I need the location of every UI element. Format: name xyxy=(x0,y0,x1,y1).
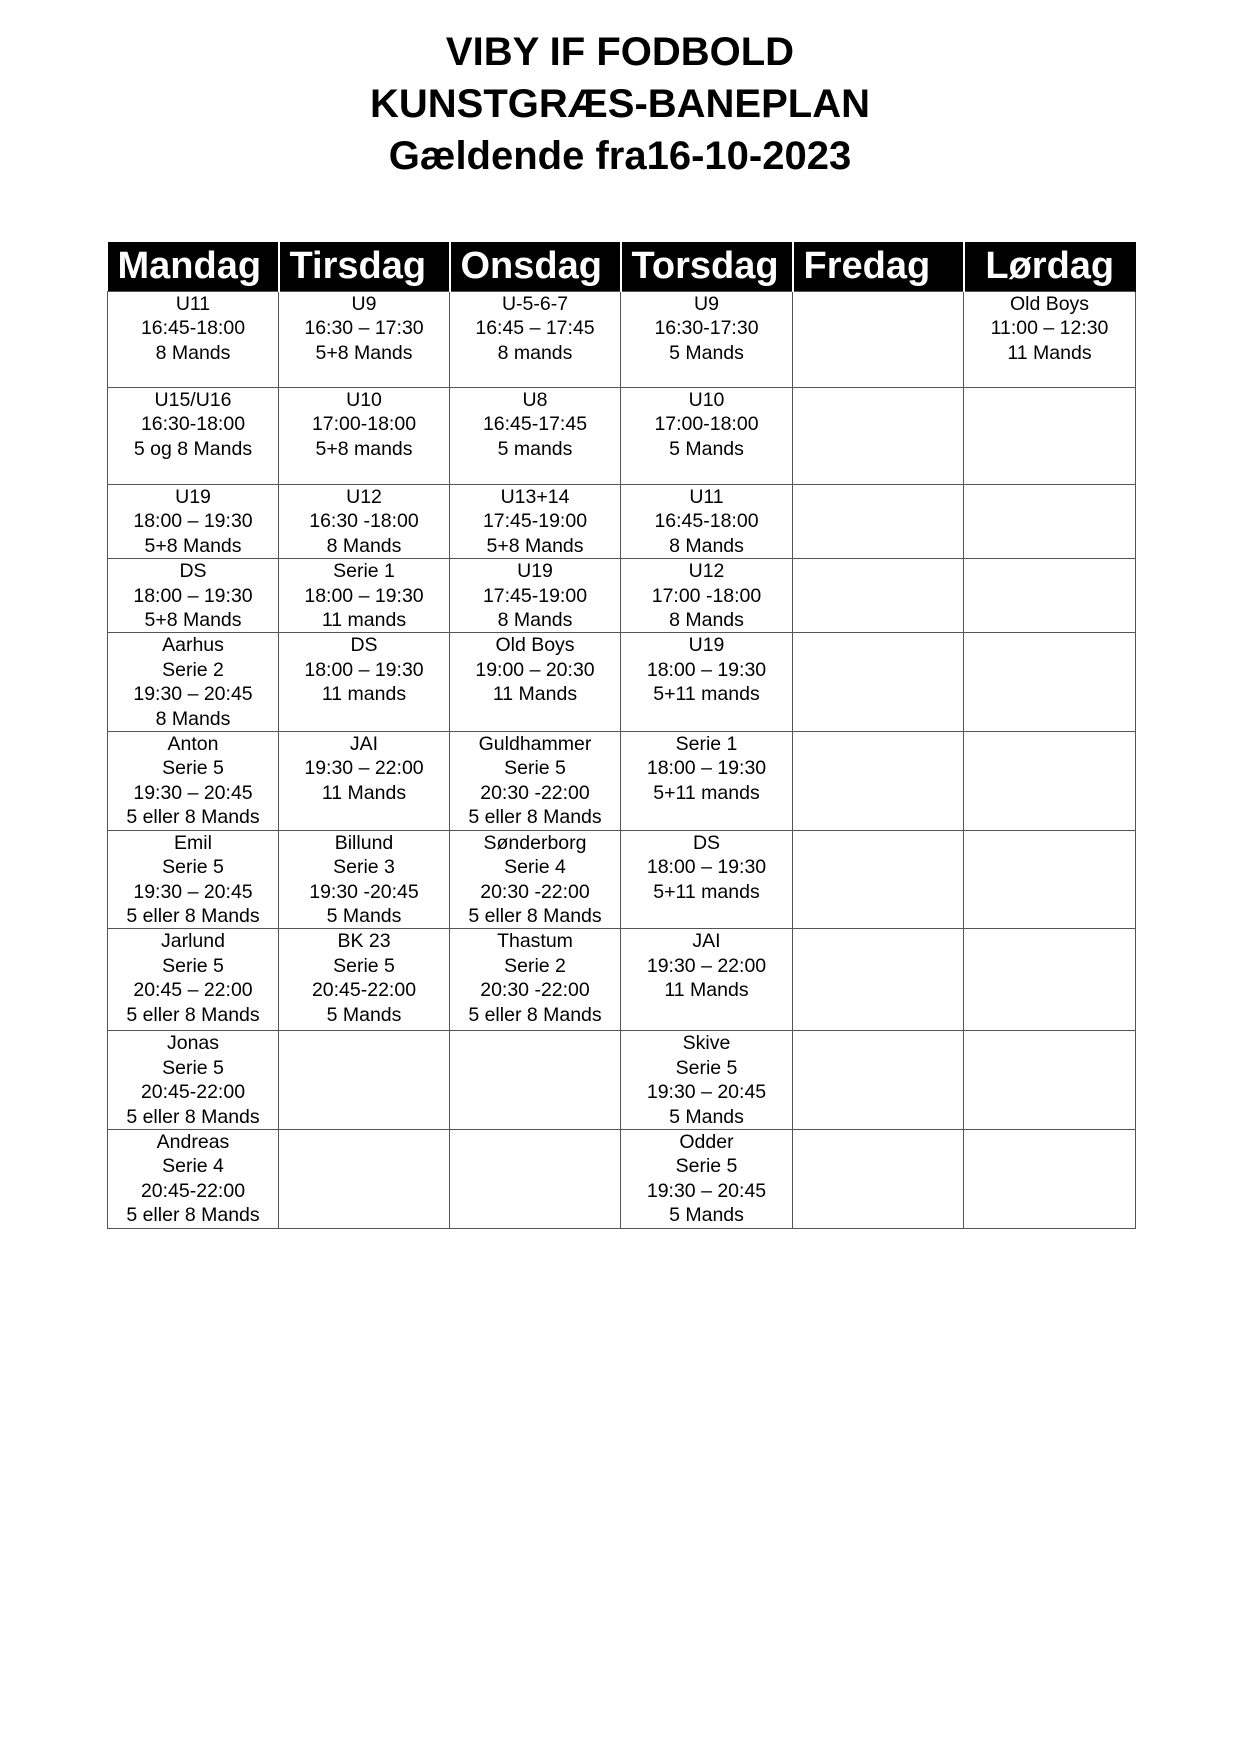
empty-slot xyxy=(793,732,964,831)
schedule-row xyxy=(108,1129,1136,1228)
schedule-slot xyxy=(450,732,621,831)
day-header-row xyxy=(108,242,1136,292)
day-header-fredag: Fredag xyxy=(793,242,964,292)
slot-text: 5+8 mands xyxy=(315,437,413,460)
slot-text: 17:45-19:00 xyxy=(482,510,588,533)
slot-text: 19:00 – 20:30 xyxy=(475,658,595,681)
schedule-body xyxy=(108,292,1136,1229)
slot-text: 18:00 – 19:30 xyxy=(133,510,253,533)
empty-slot xyxy=(964,388,1136,485)
slot-text: 20:45-22:00 xyxy=(140,1179,246,1202)
slot-text: 11 Mands xyxy=(321,781,407,804)
slot-text: U9 xyxy=(351,293,377,315)
slot-text: 20:30 -22:00 xyxy=(480,781,590,804)
schedule-slot xyxy=(621,633,793,732)
slot-text: 19:30 – 20:45 xyxy=(646,1179,767,1202)
empty-slot xyxy=(793,292,964,388)
slot-text: JAI xyxy=(349,733,379,756)
empty-slot xyxy=(793,830,964,929)
schedule-slot xyxy=(108,633,279,732)
slot-text: Emil xyxy=(174,831,212,854)
empty-slot xyxy=(793,559,964,633)
slot-text: 8 Mands xyxy=(497,609,573,632)
slot-text: Old Boys xyxy=(1009,293,1090,315)
slot-text: 5 eller 8 Mands xyxy=(468,904,602,927)
slot-text: 16:30-18:00 xyxy=(140,413,246,436)
slot-text: Billund xyxy=(334,831,394,854)
schedule-slot xyxy=(279,559,450,633)
slot-text: 18:00 – 19:30 xyxy=(646,757,767,780)
slot-text: Serie 4 xyxy=(504,856,566,879)
slot-text: Serie 5 xyxy=(675,1056,738,1079)
slot-text: 16:30 -18:00 xyxy=(309,510,419,533)
slot-text: Serie 4 xyxy=(162,1155,224,1178)
slot-text: 5 Mands xyxy=(669,1204,744,1227)
slot-text: 5+11 mands xyxy=(653,683,760,706)
slot-text: Serie 5 xyxy=(504,757,566,780)
schedule-slot xyxy=(279,388,450,485)
schedule-table xyxy=(107,242,1136,1229)
slot-text: 5+8 Mands xyxy=(315,341,413,364)
slot-text: DS xyxy=(692,831,721,854)
slot-text: Guldhammer xyxy=(478,733,592,756)
slot-text: Serie 3 xyxy=(333,856,395,879)
slot-text: Serie 1 xyxy=(333,560,395,583)
slot-text: 8 Mands xyxy=(326,534,402,557)
slot-text: 5+8 Mands xyxy=(144,534,242,557)
slot-text: U12 xyxy=(346,486,382,508)
schedule-slot xyxy=(279,292,450,388)
slot-text: 5 Mands xyxy=(669,1105,744,1128)
slot-text: Old Boys xyxy=(495,634,575,657)
empty-slot xyxy=(964,830,1136,929)
schedule-slot xyxy=(450,485,621,559)
schedule-slot xyxy=(621,485,793,559)
schedule-slot xyxy=(621,1129,793,1228)
slot-text: 5 Mands xyxy=(669,341,744,364)
slot-text: 11:00 – 12:30 xyxy=(990,317,1109,340)
slot-text: 16:45-18:00 xyxy=(140,317,246,340)
slot-text: Odder xyxy=(679,1130,734,1153)
slot-text: 19:30 – 20:45 xyxy=(646,1081,767,1104)
slot-text: Anton xyxy=(167,733,219,756)
schedule-slot xyxy=(279,732,450,831)
empty-slot xyxy=(450,1129,621,1228)
slot-text: 19:30 – 20:45 xyxy=(133,683,253,706)
empty-slot xyxy=(964,1129,1136,1228)
schedule-slot xyxy=(450,388,621,485)
slot-text: Serie 5 xyxy=(333,954,395,977)
slot-text: U11 xyxy=(689,486,724,508)
schedule-slot xyxy=(108,1129,279,1228)
slot-text: 19:30 – 20:45 xyxy=(133,880,253,903)
slot-text: BK 23 xyxy=(337,930,391,953)
slot-text: 19:30 – 20:45 xyxy=(133,781,253,804)
schedule-slot xyxy=(450,830,621,929)
schedule-row xyxy=(108,633,1136,732)
empty-slot xyxy=(450,1031,621,1130)
slot-text: 17:00-18:00 xyxy=(311,413,417,436)
schedule-slot xyxy=(108,1031,279,1130)
slot-text: Serie 2 xyxy=(162,658,224,681)
schedule-slot xyxy=(108,830,279,929)
slot-text: 17:00-18:00 xyxy=(654,413,759,436)
plan-title: KUNSTGRÆS-BANEPLAN xyxy=(370,82,870,126)
slot-text: 8 Mands xyxy=(155,341,231,364)
day-header-tirsdag: Tirsdag xyxy=(279,242,450,292)
schedule-slot xyxy=(621,292,793,388)
slot-text: U19 xyxy=(688,634,725,657)
schedule-slot xyxy=(108,485,279,559)
slot-text: DS xyxy=(350,634,378,657)
slot-text: U12 xyxy=(688,560,725,583)
schedule-row xyxy=(108,485,1136,559)
schedule-slot xyxy=(108,388,279,485)
slot-text: Sønderborg xyxy=(483,831,587,854)
schedule-row xyxy=(108,292,1136,388)
schedule-slot xyxy=(621,559,793,633)
slot-text: 18:00 – 19:30 xyxy=(133,584,253,607)
empty-slot xyxy=(793,1031,964,1130)
slot-text: U10 xyxy=(688,389,725,411)
empty-slot xyxy=(793,388,964,485)
slot-text: 19:30 – 22:00 xyxy=(304,757,424,780)
empty-slot xyxy=(964,929,1136,1031)
slot-text: Serie 2 xyxy=(504,954,566,977)
slot-text: 5 eller 8 Mands xyxy=(126,904,260,927)
slot-text: U11 xyxy=(175,293,211,315)
slot-text: Aarhus xyxy=(162,634,224,657)
slot-text: 8 Mands xyxy=(669,609,744,632)
slot-text: 18:00 – 19:30 xyxy=(646,856,767,879)
slot-text: 18:00 – 19:30 xyxy=(646,658,767,681)
slot-text: 18:00 – 19:30 xyxy=(304,658,424,681)
slot-text: 5 Mands xyxy=(326,904,402,927)
slot-text: Jarlund xyxy=(161,930,225,953)
schedule-slot xyxy=(108,732,279,831)
slot-text: Serie 5 xyxy=(162,954,224,977)
slot-text: 17:45-19:00 xyxy=(482,584,588,607)
slot-text: 16:30 – 17:30 xyxy=(304,317,424,340)
slot-text: 16:45-17:45 xyxy=(482,413,588,436)
schedule-slot xyxy=(279,485,450,559)
slot-text: 5 Mands xyxy=(669,437,744,460)
slot-text: 8 Mands xyxy=(155,707,231,730)
slot-text: 18:00 – 19:30 xyxy=(304,584,424,607)
slot-text: 19:30 – 22:00 xyxy=(646,954,767,977)
slot-text: U19 xyxy=(517,560,553,583)
slot-text: 20:30 -22:00 xyxy=(480,880,590,903)
slot-text: 11 Mands xyxy=(492,683,578,706)
empty-slot xyxy=(964,559,1136,633)
slot-text: 17:00 -18:00 xyxy=(651,584,762,607)
slot-text: 20:45-22:00 xyxy=(311,979,417,1002)
club-title: VIBY IF FODBOLD xyxy=(445,30,795,74)
slot-text: 11 Mands xyxy=(1007,341,1092,364)
slot-text: 5 eller 8 Mands xyxy=(126,1003,260,1026)
slot-text: Thastum xyxy=(497,930,573,953)
slot-text: U-5-6-7 xyxy=(501,293,569,315)
slot-text: Serie 5 xyxy=(162,1056,224,1079)
slot-text: 20:30 -22:00 xyxy=(480,979,590,1002)
slot-text: 19:30 -20:45 xyxy=(309,880,419,903)
empty-slot xyxy=(964,485,1136,559)
schedule-slot xyxy=(621,830,793,929)
slot-text: 8 Mands xyxy=(669,534,744,557)
valid-from-date: Gældende fra16-10-2023 xyxy=(388,134,852,178)
slot-text: U19 xyxy=(175,486,211,508)
schedule-slot xyxy=(450,633,621,732)
schedule-slot xyxy=(108,292,279,388)
day-header-lordag: Lørdag xyxy=(964,242,1136,292)
empty-slot xyxy=(793,633,964,732)
slot-text: Serie 1 xyxy=(675,733,738,756)
schedule-slot xyxy=(279,633,450,732)
schedule-row xyxy=(108,388,1136,485)
schedule-slot xyxy=(279,929,450,1031)
schedule-row xyxy=(108,732,1136,831)
slot-text: 5 eller 8 Mands xyxy=(468,806,602,829)
schedule-row xyxy=(108,830,1136,929)
slot-text: U8 xyxy=(522,389,548,411)
slot-text: 11 Mands xyxy=(664,979,749,1002)
slot-text: 5 eller 8 Mands xyxy=(126,1105,260,1128)
day-header-torsdag: Torsdag xyxy=(621,242,793,292)
slot-text: U13+14 xyxy=(500,486,570,508)
empty-slot xyxy=(793,485,964,559)
schedule-slot xyxy=(450,292,621,388)
slot-text: 8 mands xyxy=(497,341,573,364)
slot-text: JAI xyxy=(692,930,721,953)
slot-text: U9 xyxy=(694,293,719,315)
slot-text: 5 eller 8 Mands xyxy=(126,1204,260,1227)
slot-text: 5 eller 8 Mands xyxy=(126,806,260,829)
schedule-slot xyxy=(621,929,793,1031)
slot-text: Serie 5 xyxy=(675,1155,738,1178)
schedule-slot xyxy=(964,292,1136,388)
slot-text: 11 mands xyxy=(321,609,407,632)
slot-text: 5 Mands xyxy=(326,1003,402,1026)
slot-text: Serie 5 xyxy=(162,757,224,780)
schedule-slot xyxy=(621,388,793,485)
slot-text: 5+11 mands xyxy=(653,880,760,903)
empty-slot xyxy=(793,1129,964,1228)
schedule-row xyxy=(108,1031,1136,1130)
slot-text: Serie 5 xyxy=(162,856,224,879)
slot-text: U15/U16 xyxy=(154,389,232,411)
slot-text: DS xyxy=(179,560,207,583)
slot-text: 5+8 Mands xyxy=(486,534,584,557)
empty-slot xyxy=(964,1031,1136,1130)
slot-text: 16:30-17:30 xyxy=(654,317,759,340)
document-header xyxy=(0,26,1240,182)
empty-slot xyxy=(964,732,1136,831)
empty-slot xyxy=(279,1031,450,1130)
slot-text: Andreas xyxy=(156,1130,230,1153)
schedule-slot xyxy=(450,929,621,1031)
slot-text: 16:45-18:00 xyxy=(654,510,759,533)
schedule-slot xyxy=(108,559,279,633)
slot-text: 5 mands xyxy=(497,437,573,460)
slot-text: 5+11 mands xyxy=(653,781,760,804)
slot-text: 5 og 8 Mands xyxy=(133,437,253,460)
slot-text: Jonas xyxy=(166,1032,220,1055)
slot-text: 5+8 Mands xyxy=(144,609,242,632)
schedule-slot xyxy=(621,732,793,831)
slot-text: 20:45-22:00 xyxy=(140,1081,246,1104)
day-header-onsdag: Onsdag xyxy=(450,242,621,292)
schedule-slot xyxy=(108,929,279,1031)
empty-slot xyxy=(964,633,1136,732)
schedule-slot xyxy=(279,830,450,929)
slot-text: 11 mands xyxy=(321,683,407,706)
slot-text: 16:45 – 17:45 xyxy=(475,317,595,340)
slot-text: Skive xyxy=(682,1032,731,1055)
slot-text: 20:45 – 22:00 xyxy=(133,979,253,1002)
schedule-slot xyxy=(621,1031,793,1130)
day-header-mandag: Mandag xyxy=(108,242,279,292)
schedule-row xyxy=(108,929,1136,1031)
slot-text: 5 eller 8 Mands xyxy=(468,1003,602,1026)
schedule-slot xyxy=(450,559,621,633)
empty-slot xyxy=(793,929,964,1031)
slot-text: U10 xyxy=(346,389,382,411)
empty-slot xyxy=(279,1129,450,1228)
schedule-row xyxy=(108,559,1136,633)
